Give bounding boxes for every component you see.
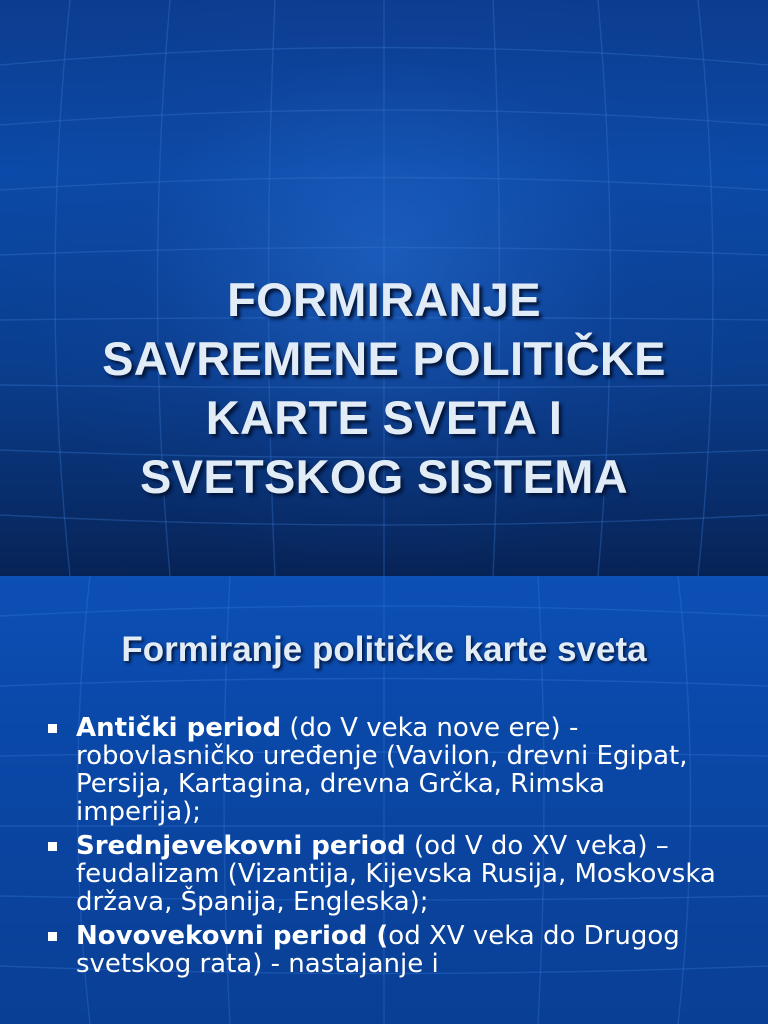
title-line: KARTE SVETA I <box>205 391 563 444</box>
bullet-text: od XV veka do Drugog svetskog rata) - nastajanje i <box>76 921 680 979</box>
bullet-heading: Novovekovni period ( <box>76 921 389 951</box>
square-bullet-icon <box>48 842 57 851</box>
bullet-text: (od V do XV veka) – feudalizam (Vizantija, Kijevska Rusija, Moskovska država, Španija, Engleska); <box>76 831 716 917</box>
bullet-heading: Srednjevekovni period <box>76 831 406 861</box>
title-line: SVETSKOG SISTEMA <box>140 450 628 503</box>
title-line: SAVREMENE POLITIČKE <box>102 332 666 385</box>
list-item <box>46 714 736 826</box>
title-line: FORMIRANJE <box>227 273 541 326</box>
content-slide <box>0 576 768 1024</box>
bullet-text: (do V veka nove ere) -robovlasničko uređenje (Vavilon, drevni Egipat, Persija, Kartagina, drevna Grčka, Rimska imperija); <box>76 713 688 827</box>
bullet-list <box>46 714 736 984</box>
square-bullet-icon <box>48 724 57 733</box>
square-bullet-icon <box>48 932 57 941</box>
bullet-heading: Antički period <box>76 713 282 743</box>
slide-subtitle: Formiranje političke karte sveta <box>121 630 647 669</box>
list-item <box>46 832 736 916</box>
list-item <box>46 922 736 978</box>
slide-title <box>30 270 738 506</box>
